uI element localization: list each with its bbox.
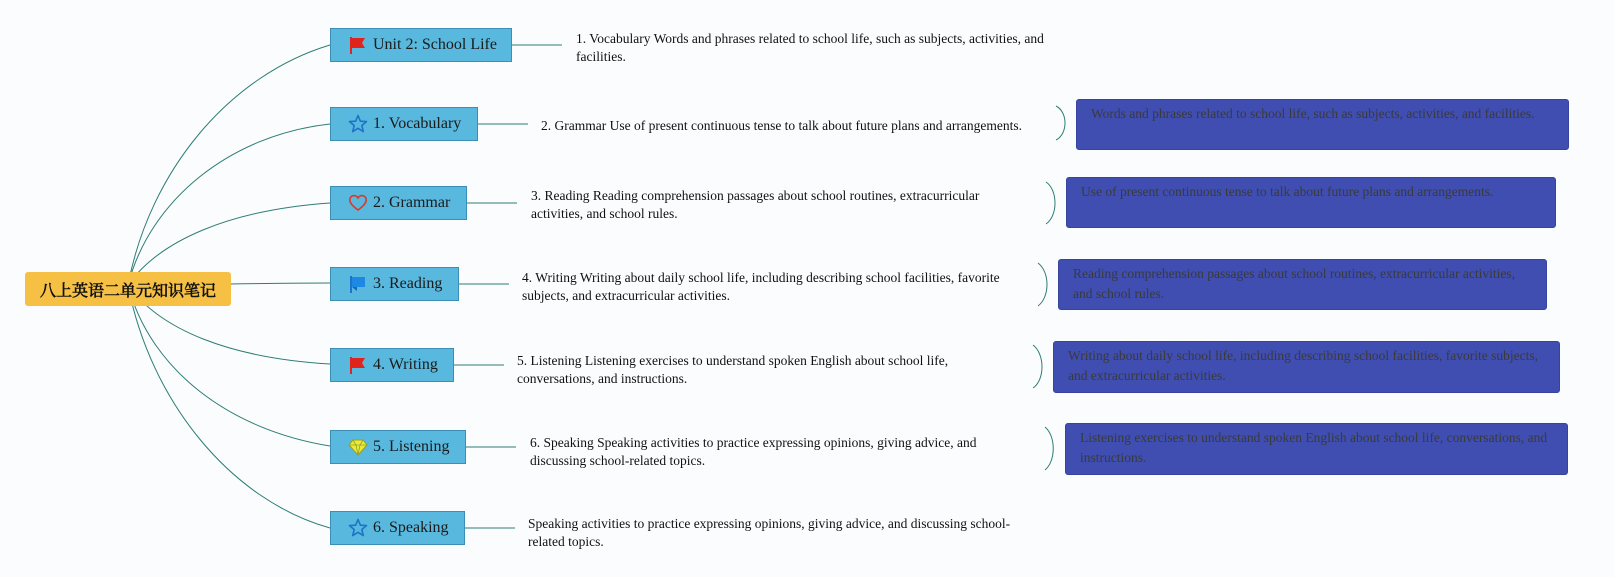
connector-bracket-2 <box>1038 263 1047 306</box>
connector-root-branch-5 <box>128 285 330 446</box>
flag-icon <box>348 35 368 55</box>
branch-vocabulary[interactable] <box>330 107 478 141</box>
flag-icon <box>348 355 368 375</box>
branch-writing[interactable] <box>330 348 454 382</box>
leaf-text-listening[interactable]: 5. Listening Listening exercises to understand spoken English about school life, conversations, and instructions. <box>517 353 949 386</box>
star-icon <box>348 114 368 134</box>
detail-card-vocabulary[interactable]: Words and phrases related to school life, such as subjects, activities, and facilities. <box>1076 99 1569 150</box>
branch-reading-label: 3. Reading <box>373 275 443 292</box>
connector-bracket-3 <box>1033 345 1042 388</box>
leaf-text-speaking[interactable]: 6. Speaking Speaking activities to practice expressing opinions, giving advice, and discussing school-related topics. <box>530 435 977 468</box>
branch-speaking-label: 6. Speaking <box>373 519 449 536</box>
branch-speaking[interactable] <box>330 511 465 545</box>
branch-grammar-label: 2. Grammar <box>373 194 451 211</box>
leaf-text-writing[interactable]: 4. Writing Writing about daily school life, including describing school facilities, favorite subjects, and extracurricular activities. <box>522 270 1000 303</box>
heart-icon <box>348 193 368 213</box>
branch-grammar[interactable] <box>330 186 467 220</box>
detail-card-listening[interactable]: Listening exercises to understand spoken English about school life, conversations, and instructions. <box>1065 423 1568 475</box>
detail-card-writing[interactable]: Writing about daily school life, including describing school facilities, favorite subjects, and extracurricular activities. <box>1053 341 1560 393</box>
connector-bracket-4 <box>1045 427 1053 470</box>
connector-bracket-1 <box>1046 182 1055 224</box>
bookmark-icon <box>348 274 368 294</box>
star-icon <box>348 518 368 538</box>
connector-bracket-0 <box>1056 106 1065 140</box>
connector-root-branch-6 <box>128 285 330 528</box>
leaf-text-grammar[interactable]: 2. Grammar Use of present continuous tense to talk about future plans and arrangements. <box>541 118 1022 133</box>
branch-unit-title[interactable] <box>330 28 512 62</box>
branch-writing-label: 4. Writing <box>373 356 438 373</box>
branch-vocabulary-label: 1. Vocabulary <box>373 115 462 132</box>
leaf-text-speaking-detail[interactable]: Speaking activities to practice expressing opinions, giving advice, and discussing school-related topics. <box>528 516 1011 549</box>
branch-reading[interactable] <box>330 267 459 301</box>
connector-root-branch-1 <box>128 124 330 285</box>
detail-card-reading[interactable]: Reading comprehension passages about school routines, extracurricular activities, and school rules. <box>1058 259 1547 310</box>
branch-listening[interactable] <box>330 430 466 464</box>
branch-listening-label: 5. Listening <box>373 438 450 455</box>
diamond-icon <box>348 437 368 457</box>
leaf-text-vocabulary[interactable]: 1. Vocabulary Words and phrases related to school life, such as subjects, activities, and facilities. <box>576 31 1044 64</box>
branch-unit-title-label: Unit 2: School Life <box>373 36 497 53</box>
connector-root-branch-0 <box>128 45 330 285</box>
detail-card-grammar[interactable]: Use of present continuous tense to talk about future plans and arrangements. <box>1066 177 1556 228</box>
root-topic[interactable] <box>25 272 231 306</box>
root-topic-label: 八上英语二单元知识笔记 <box>39 280 216 300</box>
leaf-text-reading[interactable]: 3. Reading Reading comprehension passages about school routines, extracurricular activities, and school rules. <box>531 188 980 221</box>
